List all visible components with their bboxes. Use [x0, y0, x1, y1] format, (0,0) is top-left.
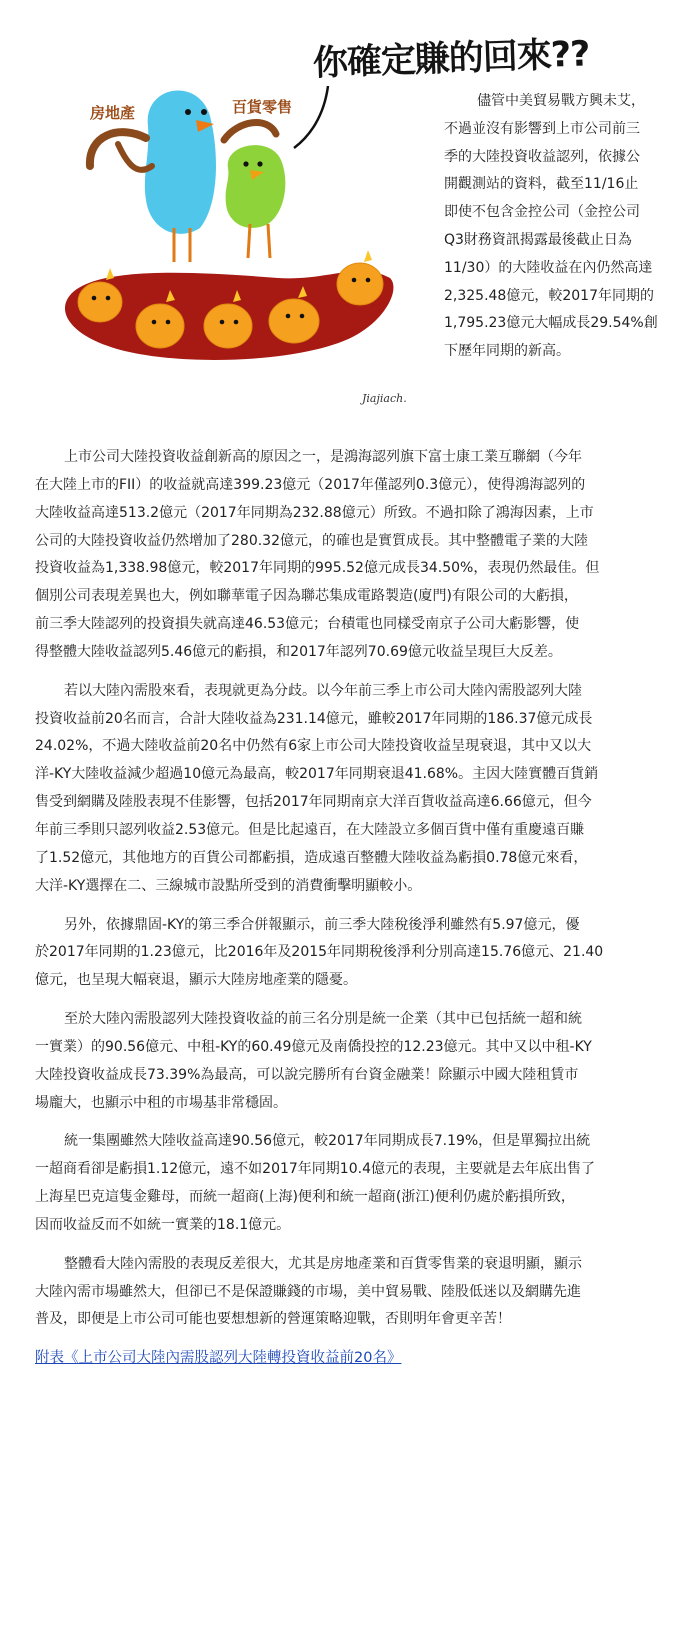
paragraph-domestic-demand — [35, 678, 670, 901]
paragraph-line: 大洋-KY選擇在二、三線城市設點所受到的消費衝擊明顯較小。 — [35, 877, 422, 894]
paragraph-line: 年前三季則只認列收益2.53億元。但是比起遠百，在大陸設立多個百貨中僅有重慶遠百賺 — [35, 821, 585, 838]
paragraph-line: 洋-KY大陸收益減少超過10億元為最高，較2017年同期衰退41.68%。主因大陸實體百貨銷 — [35, 766, 599, 783]
paragraph-line: 投資收益為1,338.98億元，較2017年同期的995.52億元成長34.50%，表現仍然最佳。但 — [35, 560, 600, 577]
intro-line: 即使不包含金控公司（金控公司 — [444, 204, 640, 221]
paragraph-line: 場龐大，也顯示中租的市場基非常穩固。 — [35, 1094, 287, 1111]
paragraph-line: 24.02%，不過大陸收益前20名中仍然有6家上市公司大陸投資收益呈現衰退，其中又以大 — [35, 738, 592, 755]
paragraph-line: 普及，即便是上市公司可能也要想想新的營運策略迎戰，否則明年會更辛苦！ — [35, 1311, 511, 1328]
intro-line: 季的大陸投資收益認列，依據公 — [444, 148, 640, 165]
label-real-estate: 房地產 — [90, 104, 136, 122]
illustration-title: 你確定賺的回來?? — [312, 34, 591, 84]
paragraph-line: 在大陸上市的FII）的收益就高達399.23億元（2017年僅認列0.3億元），使得鴻海認列的 — [35, 476, 586, 493]
paragraph-line: 公司的大陸投資收益仍然增加了280.32億元，的確也是實質成長。其中整體電子業的大陸 — [35, 532, 588, 549]
paragraph-line: 投資收益前20名而言，合計大陸收益為231.14億元，雖較2017年同期的186.37億元成長 — [35, 710, 593, 727]
paragraph-line: 一實業）的90.56億元、中租-KY的60.49億元及南僑投控的12.23億元。其中又以中租-KY — [35, 1038, 592, 1055]
intro-paragraph — [444, 88, 670, 366]
paragraph-line: 大陸投資收益成長73.39%為最高，可以說完勝所有台資金融業！除顯示中國大陸租賃市 — [35, 1066, 579, 1083]
paragraph-line: 統一集團雖然大陸收益高達90.56億元，較2017年同期成長7.19%，但是單獨拉出統 — [64, 1133, 591, 1150]
paragraph-conclusion — [35, 1251, 670, 1335]
paragraph-line: 前三季大陸認列的投資損失就高達46.53億元；台積電也同樣受南京子公司大虧影響，使 — [35, 616, 580, 633]
paragraph-line: 整體看大陸內需股的表現反差很大，尤其是房地產業和百貨零售業的衰退明顯，顯示 — [64, 1255, 582, 1272]
paragraph-line: 大陸收益高達513.2億元（2017年同期為232.88億元）所致。不過扣除了鴻海因素，上市 — [35, 504, 594, 521]
paragraph-line: 另外，依據鼎固-KY的第三季合併報顯示，前三季大陸稅後淨利雖然有5.97億元，優 — [64, 916, 580, 933]
label-retail: 百貨零售 — [232, 98, 293, 116]
intro-line: 不過並沒有影響到上市公司前三 — [444, 120, 640, 137]
intro-line: 1,795.23億元大幅成長29.54%創 — [444, 315, 658, 332]
paragraph-line: 於2017年同期的1.23億元，比2016年及2015年同期稅後淨利分別高達15.76億元、21.40 — [35, 944, 604, 961]
paragraph-line: 至於大陸內需股認列大陸投資收益的前三名分別是統一企業（其中已包括統一超和統 — [64, 1011, 582, 1028]
paragraph-line: 得整體大陸收益認列5.46億元的虧損，和2017年認列70.69億元收益呈現巨大反差。 — [35, 643, 562, 660]
intro-line: 11/30）的大陸收益在內仍然高達 — [444, 259, 653, 276]
intro-line: 2,325.48億元，較2017年同期的 — [444, 287, 654, 304]
paragraph-line: 個別公司表現差異也大，例如聯華電子因為聯芯集成電路製造(廈門)有限公司的大虧損， — [35, 588, 578, 605]
article-body — [35, 444, 670, 1373]
paragraph-line: 售受到網購及陸股表現不佳影響，包括2017年同期南京大洋百貨收益高達6.66億元，但今 — [35, 794, 592, 811]
paragraph-line: 若以大陸內需股來看，表現就更為分歧。以今年前三季上市公司大陸內需股認列大陸 — [64, 682, 582, 699]
intro-line: 開觀測站的資料，截至11/16止 — [444, 176, 639, 193]
paragraph-real-estate — [35, 912, 670, 996]
paragraph-china-income-growth — [35, 444, 670, 667]
paragraph-top-three — [35, 1006, 670, 1117]
paragraph-line: 因而收益反而不如統一實業的18.1億元。 — [35, 1216, 291, 1233]
paragraph-line: 一超商看卻是虧損1.12億元，遠不如2017年同期10.4億元的表現，主要就是去年底出售了 — [35, 1161, 595, 1178]
appendix-table-link[interactable]: 附表《上市公司大陸內需股認列大陸轉投資收益前20名》 — [35, 1350, 402, 1367]
intro-line: 下歷年同期的新高。 — [444, 343, 570, 360]
intro-line: 儘管中美貿易戰方興未艾， — [477, 93, 645, 109]
artist-signature: Jiajiach. — [362, 392, 407, 405]
paragraph-line: 了1.52億元，其他地方的百貨公司都虧損，造成遠百整體大陸收益為虧損0.78億元來看， — [35, 849, 588, 866]
intro-line: Q3財務資訊揭露最後截止日為 — [444, 231, 632, 248]
paragraph-line: 上市公司大陸投資收益創新高的原因之一，是鴻海認列旗下富士康工業互聯網（今年 — [64, 449, 582, 465]
paragraph-uni-president — [35, 1128, 670, 1239]
paragraph-line: 億元，也呈現大幅衰退，顯示大陸房地產業的隱憂。 — [35, 972, 357, 989]
paragraph-line: 大陸內需市場雖然大，但卻已不是保證賺錢的市場，美中貿易戰、陸股低迷以及網購先進 — [35, 1283, 581, 1300]
paragraph-line: 上海星巴克這隻金雞母，而統一超商(上海)便利和統一超商(浙江)便利仍處於虧損所致， — [35, 1189, 575, 1206]
